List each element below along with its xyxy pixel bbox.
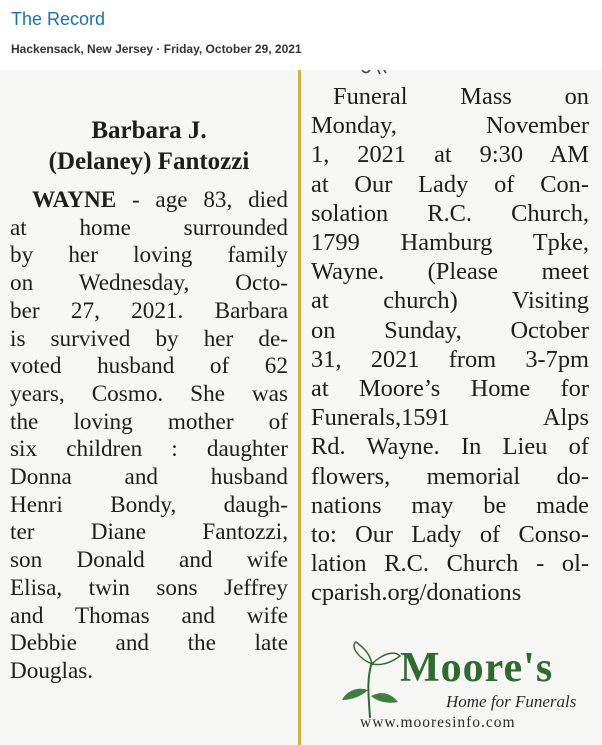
lily-icon <box>336 640 406 718</box>
publication-title[interactable]: The Record <box>11 9 106 29</box>
service-line: cparish.org/donations <box>311 579 522 607</box>
body-line: is survived by her de- <box>10 325 288 352</box>
service-line: 1799 Hamburg Tpke, <box>311 229 589 257</box>
service-line: to: Our Lady of Conso- <box>311 521 589 549</box>
service-line: on Sunday, October <box>311 316 589 344</box>
service-details <box>311 82 589 608</box>
service-line: Funerals,1591 Alps <box>311 404 589 432</box>
funeral-home-url[interactable]: www.mooresinfo.com <box>360 714 516 731</box>
obituary-column-left <box>10 115 288 686</box>
page-header <box>0 0 602 66</box>
body-line: years, Cosmo. She was <box>10 380 288 407</box>
body-line: voted husband of 62 <box>10 353 288 380</box>
body-line-first <box>10 187 288 215</box>
funeral-home-tagline: Home for Funerals <box>446 692 577 711</box>
body-line: Douglas. <box>10 657 94 684</box>
body-line: at home surrounded <box>10 214 288 241</box>
body-line: and Thomas and wife <box>10 602 288 629</box>
dateline-word: WAYNE <box>32 187 117 213</box>
body-line: the loving mother of <box>10 408 288 435</box>
cut-text-fragment <box>360 70 390 76</box>
service-line: at church) Visiting <box>311 287 589 315</box>
service-line: 1, 2021 at 9:30 AM <box>311 141 589 169</box>
obituary-column-right <box>311 82 589 608</box>
body-line: Elisa, twin sons Jeffrey <box>10 574 288 601</box>
service-line: at Our Lady of Con- <box>311 170 589 198</box>
service-line: Rd. Wayne. In Lieu of <box>311 433 589 461</box>
body-line: Debbie and the late <box>10 630 288 657</box>
funeral-home-ad <box>320 638 588 734</box>
body-line: Henri Bondy, daugh- <box>10 491 288 518</box>
service-line: flowers, memorial do- <box>311 462 589 490</box>
newspaper-clipping <box>0 70 602 745</box>
body-line: son Donald and wife <box>10 547 288 574</box>
name-line-2: (Delaney) Fantozzi <box>48 148 250 175</box>
publication-info: Hackensack, New Jersey · Friday, October 29, 2021 <box>11 42 302 56</box>
service-line: at Moore’s Home for <box>311 375 589 403</box>
service-line: solation R.C. Church, <box>311 199 589 227</box>
service-line: 31, 2021 from 3-7pm <box>311 345 589 373</box>
body-line: by her loving family <box>10 242 288 269</box>
service-line: nations may be made <box>311 491 589 519</box>
service-line: Monday, November <box>311 112 589 140</box>
obituary-name <box>10 115 288 177</box>
body-line: ter Diane Fantozzi, <box>10 519 288 546</box>
service-line: lation R.C. Church - ol- <box>311 550 589 578</box>
dateline-rest: - age 83, died <box>116 187 288 213</box>
body-line: six children : daughter <box>10 436 288 463</box>
body-line: ber 27, 2021. Barbara <box>10 297 288 324</box>
name-line-1: Barbara J. <box>91 117 207 144</box>
body-line: Donna and husband <box>10 464 288 491</box>
obituary-body <box>10 187 288 686</box>
service-line: Funeral Mass on <box>333 83 589 110</box>
column-divider <box>298 70 301 745</box>
funeral-home-logo: Moore's <box>400 645 554 691</box>
service-line: Wayne. (Please meet <box>311 258 589 286</box>
body-line: on Wednesday, Octo- <box>10 270 288 297</box>
